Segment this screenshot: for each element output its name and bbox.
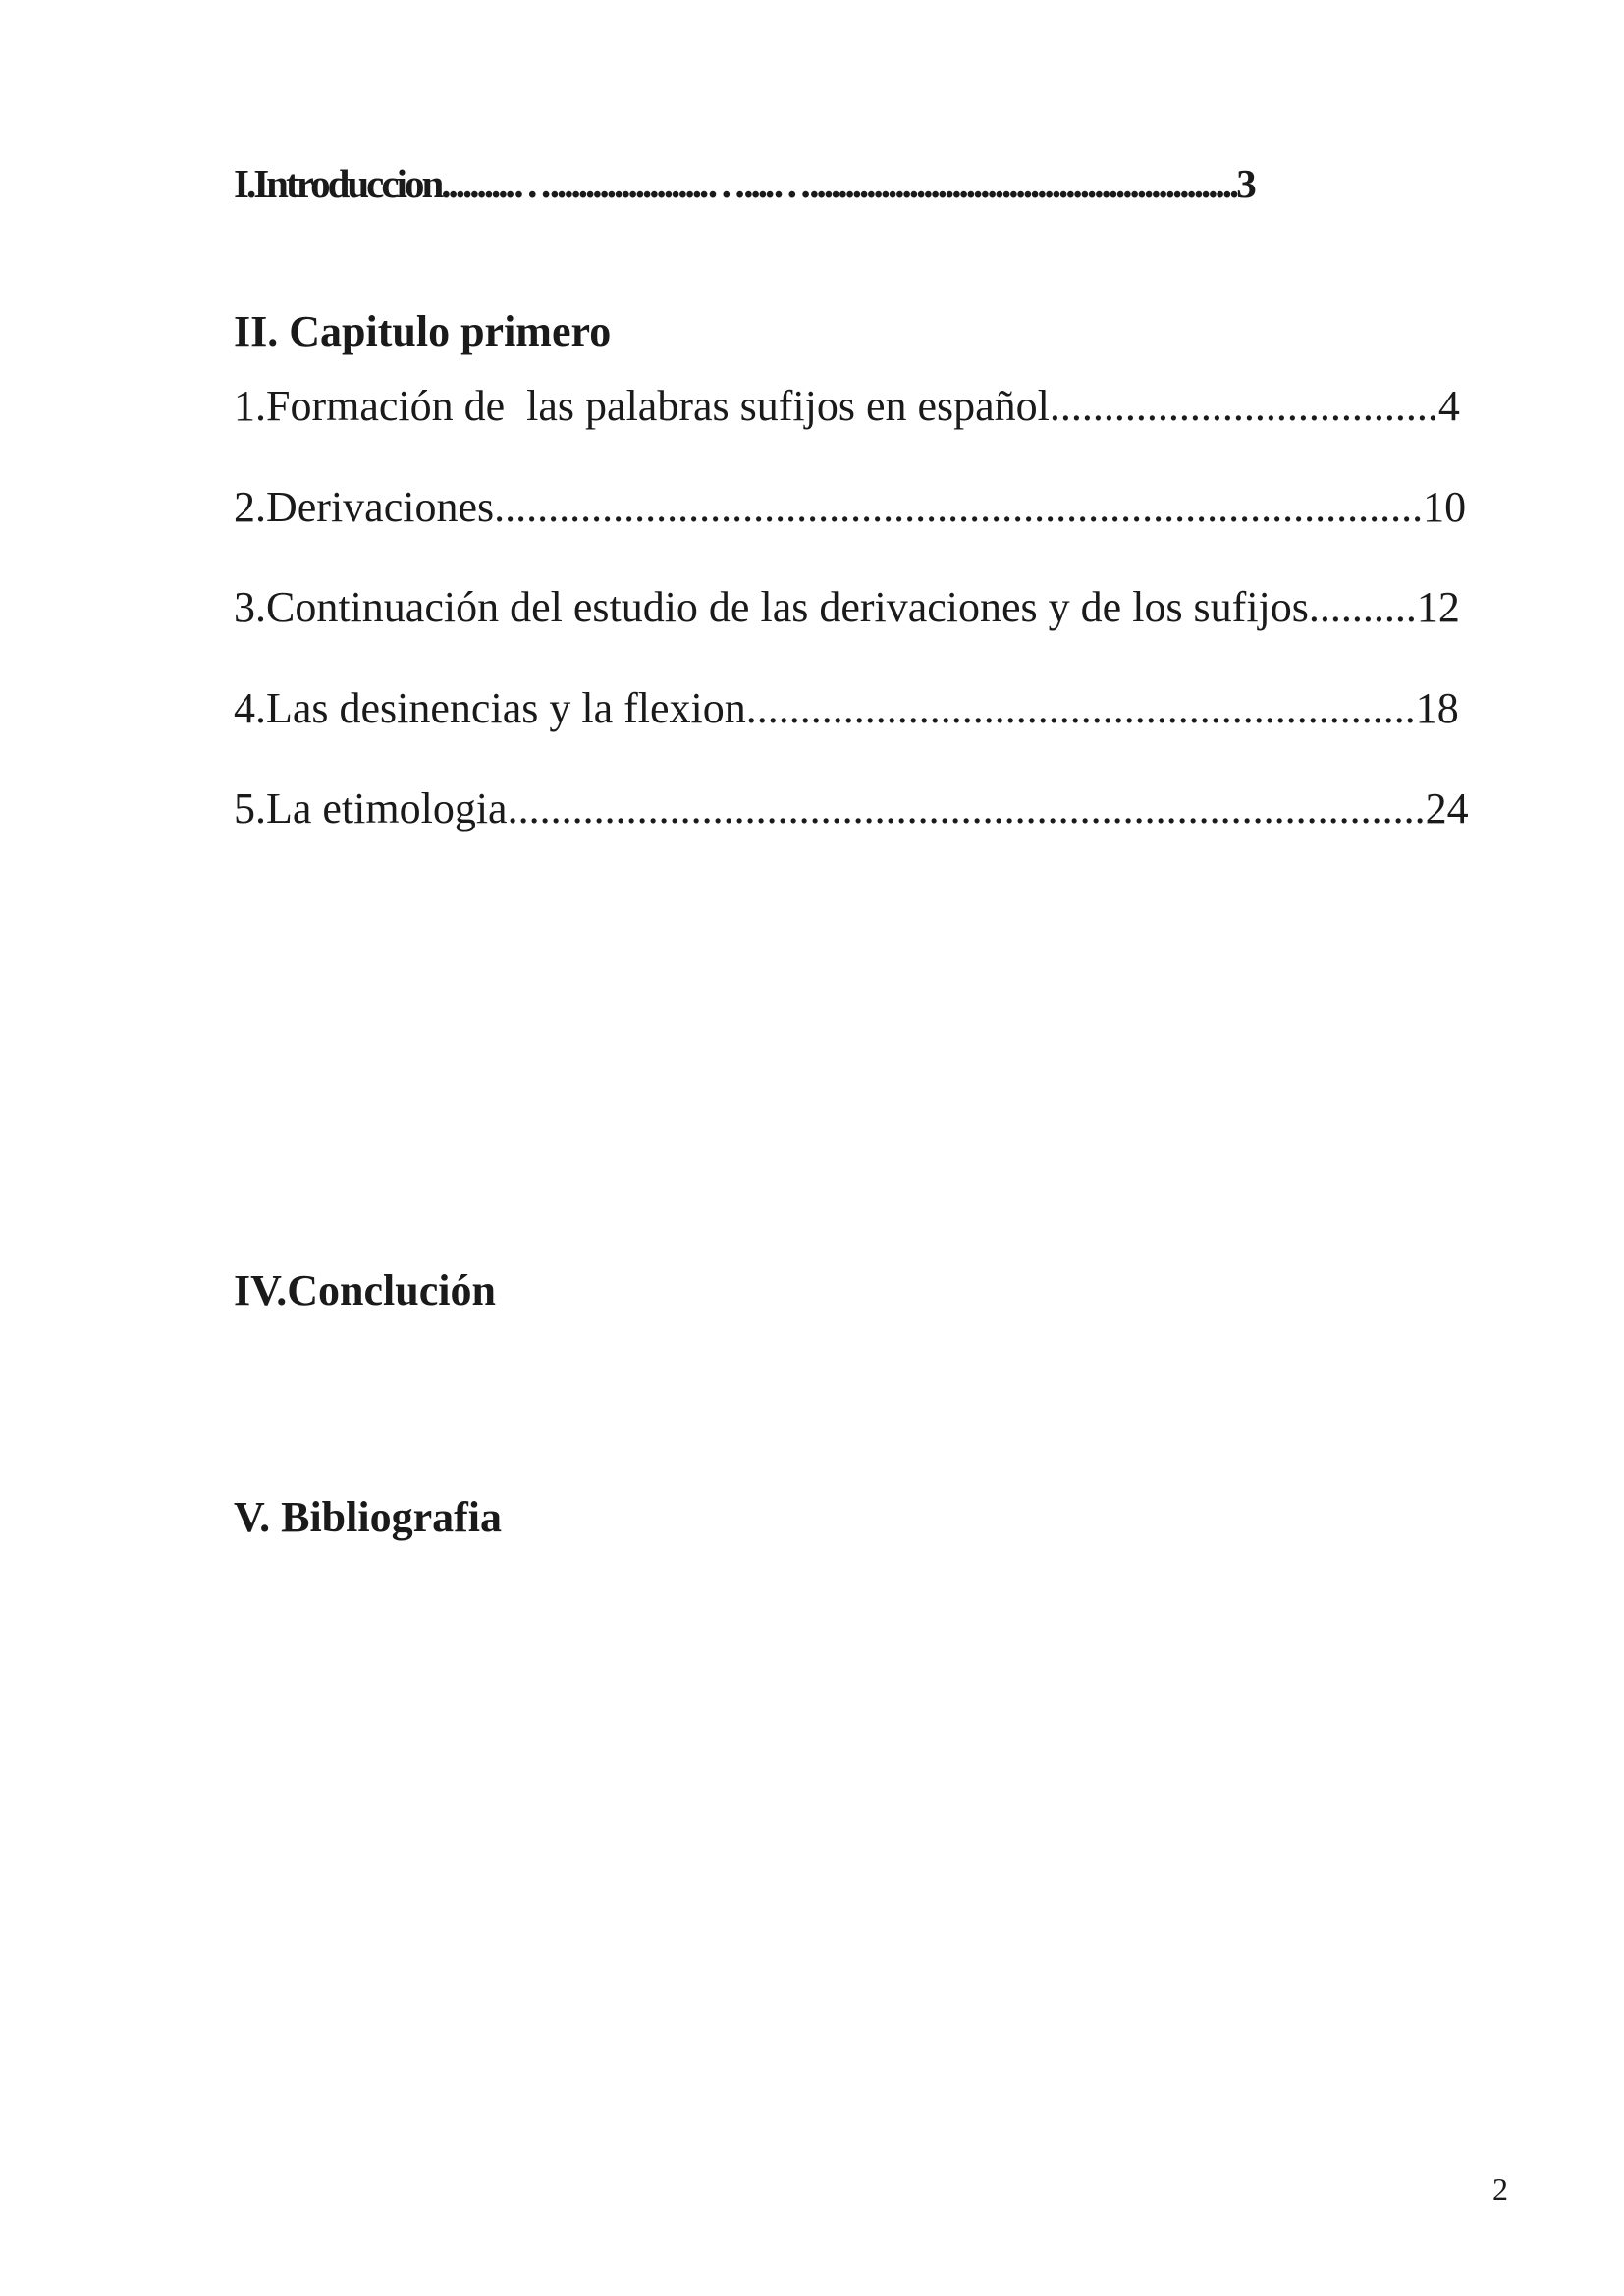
toc-introduction: I.Introduccion..........…......................…....…............................................................3 — [234, 161, 1254, 206]
toc-entry: 4.Las desinencias y la flexion..............................................................18 — [234, 684, 1459, 732]
toc-bibliography: V. Bibliografia — [234, 1493, 503, 1541]
page-number: 2 — [1492, 2171, 1508, 2207]
toc-entry: 1.Formación de las palabras sufijos en español....................................4 — [234, 382, 1460, 430]
toc-conclusion: IV.Conclución — [234, 1266, 496, 1314]
toc-entry: 3.Continuación del estudio de las derivaciones y de los sufijos..........12 — [234, 583, 1460, 631]
toc-chapter-heading: II. Capitulo primero — [234, 307, 612, 355]
toc-entry: 2.Derivaciones......................................................................................10 — [234, 483, 1467, 531]
toc-entry: 5.La etimologia.....................................................................................24 — [234, 784, 1469, 832]
